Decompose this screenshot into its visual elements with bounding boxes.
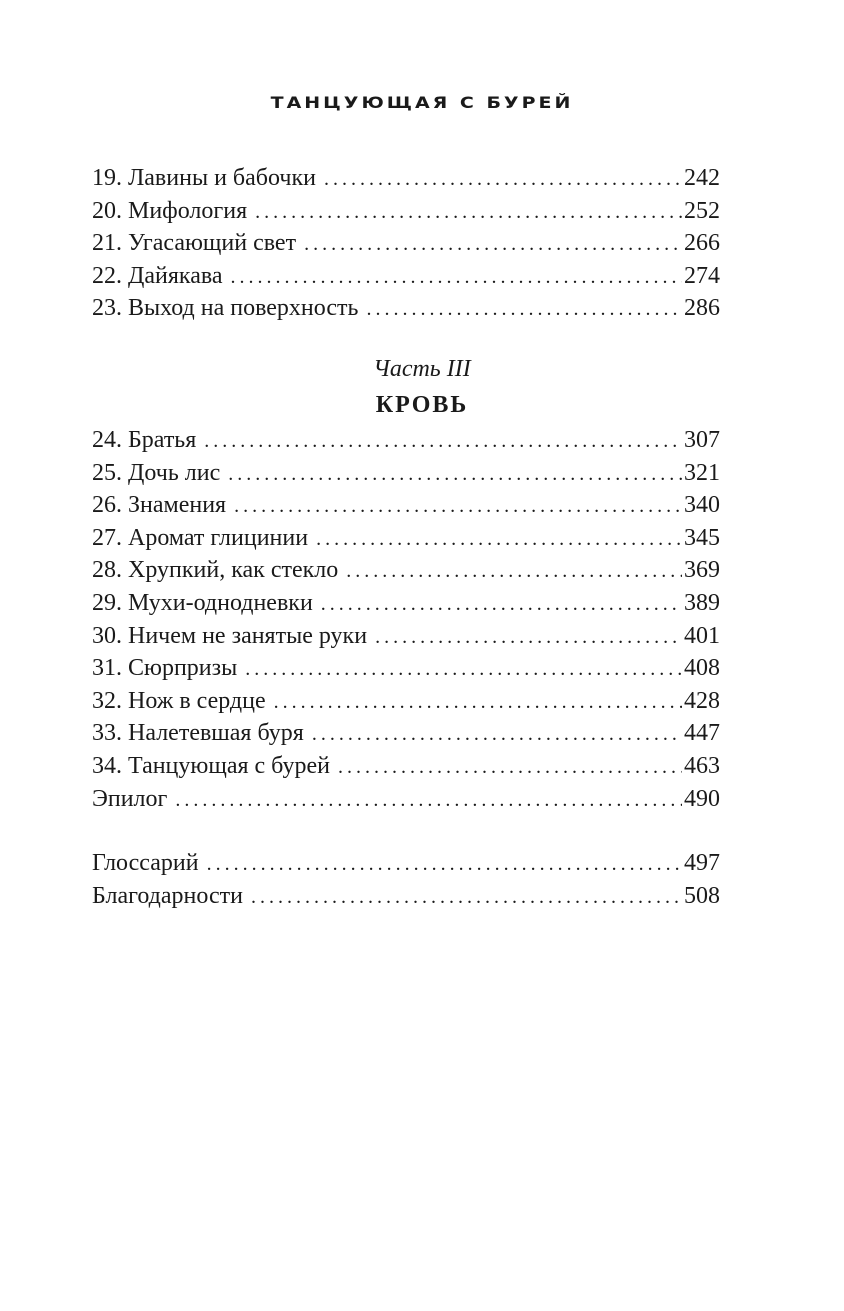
toc-entry-page: 497 [684,850,720,876]
toc-entry-title: 29. Мухи-однодневки [92,589,313,616]
toc-entry-page: 447 [684,720,720,747]
dot-leader [251,881,682,913]
dot-leader [321,588,682,620]
toc-entry[interactable] [92,260,720,293]
dot-leader [207,848,682,880]
dot-leader [245,653,682,685]
running-head: ТАНЦУЮЩАЯ С БУРЕЙ [270,93,574,113]
dot-leader [338,751,682,783]
toc-entry-page: 242 [684,165,720,191]
toc-entry-page: 389 [684,589,720,616]
toc-entry-title: 19. Лавины и бабочки [92,165,316,191]
dot-leader [228,458,682,490]
toc-entry[interactable] [92,717,720,750]
toc-entry[interactable] [92,489,720,522]
toc-section-back-matter [92,847,720,912]
dot-leader [304,228,682,260]
toc-entry-page: 408 [684,655,720,682]
toc-entry[interactable] [92,554,720,587]
toc-entry-page: 340 [684,492,720,519]
toc-entry[interactable] [92,685,720,718]
toc-entry-page: 321 [684,459,720,486]
toc-entry[interactable] [92,424,720,457]
dot-leader [375,621,682,653]
part-title: КРОВЬ [375,392,469,418]
toc-entry[interactable] [92,227,720,260]
toc-section-part3 [92,424,720,815]
toc-entry[interactable] [92,522,720,555]
toc-entry-title: 20. Мифология [92,197,248,224]
dot-leader [234,490,682,522]
toc-entry-page: 401 [684,622,720,649]
dot-leader [231,261,682,293]
dot-leader [346,555,682,587]
toc-entry-page: 252 [684,197,720,224]
toc-entry-title: 23. Выход на поверхность [92,295,359,322]
toc-entry-title: 25. Дочь лис [92,459,221,486]
toc-entry-title: 32. Нож в сердце [92,687,266,714]
toc-entry-page: 307 [684,427,720,453]
dot-leader [175,784,682,816]
toc-entry[interactable] [92,750,720,783]
dot-leader [312,718,682,750]
toc-entry-title: 22. Дайякава [92,262,223,289]
toc-section-1 [92,162,720,325]
toc-entry[interactable] [92,292,720,325]
part-label: Часть III [373,356,471,382]
toc-entry-page: 266 [684,230,720,257]
toc-entry-page: 274 [684,262,720,289]
toc-entry-title: 24. Братья [92,427,197,453]
toc-entry-page: 345 [684,524,720,551]
toc-entry-page: 508 [684,882,720,909]
toc-entry-page: 463 [684,752,720,779]
dot-leader [324,163,682,195]
toc-entry-title: Глоссарий [92,850,199,876]
toc-entry[interactable] [92,195,720,228]
toc-entry[interactable] [92,783,720,816]
toc-entry-title: Эпилог [92,785,168,812]
toc-entry-page: 428 [684,687,720,714]
dot-leader [204,425,682,457]
dot-leader [366,293,682,325]
toc-entry-title: 27. Аромат глицинии [92,524,309,551]
toc-entry-title: 33. Налетевшая буря [92,720,304,747]
dot-leader [255,196,682,228]
toc-entry-title: 21. Угасающий свет [92,230,297,257]
toc-entry[interactable] [92,587,720,620]
toc-entry[interactable] [92,620,720,653]
toc-entry-title: 30. Ничем не занятые руки [92,622,368,649]
toc-entry-title: 28. Хрупкий, как стекло [92,557,339,584]
toc-entry[interactable] [92,880,720,913]
toc-entry[interactable] [92,457,720,490]
toc-entry-title: 34. Танцующая с бурей [92,752,330,779]
toc-entry-title: 31. Сюрпризы [92,655,238,682]
toc-entry-page: 490 [684,785,720,812]
toc-entry-page: 286 [684,295,720,322]
dot-leader [316,523,682,555]
toc-entry[interactable] [92,847,720,880]
toc-entry-title: 26. Знамения [92,492,227,519]
toc-entry-title: Благодарности [92,882,243,909]
dot-leader [274,686,682,718]
toc-entry[interactable] [92,162,720,195]
toc-entry-page: 369 [684,557,720,584]
toc-entry[interactable] [92,652,720,685]
